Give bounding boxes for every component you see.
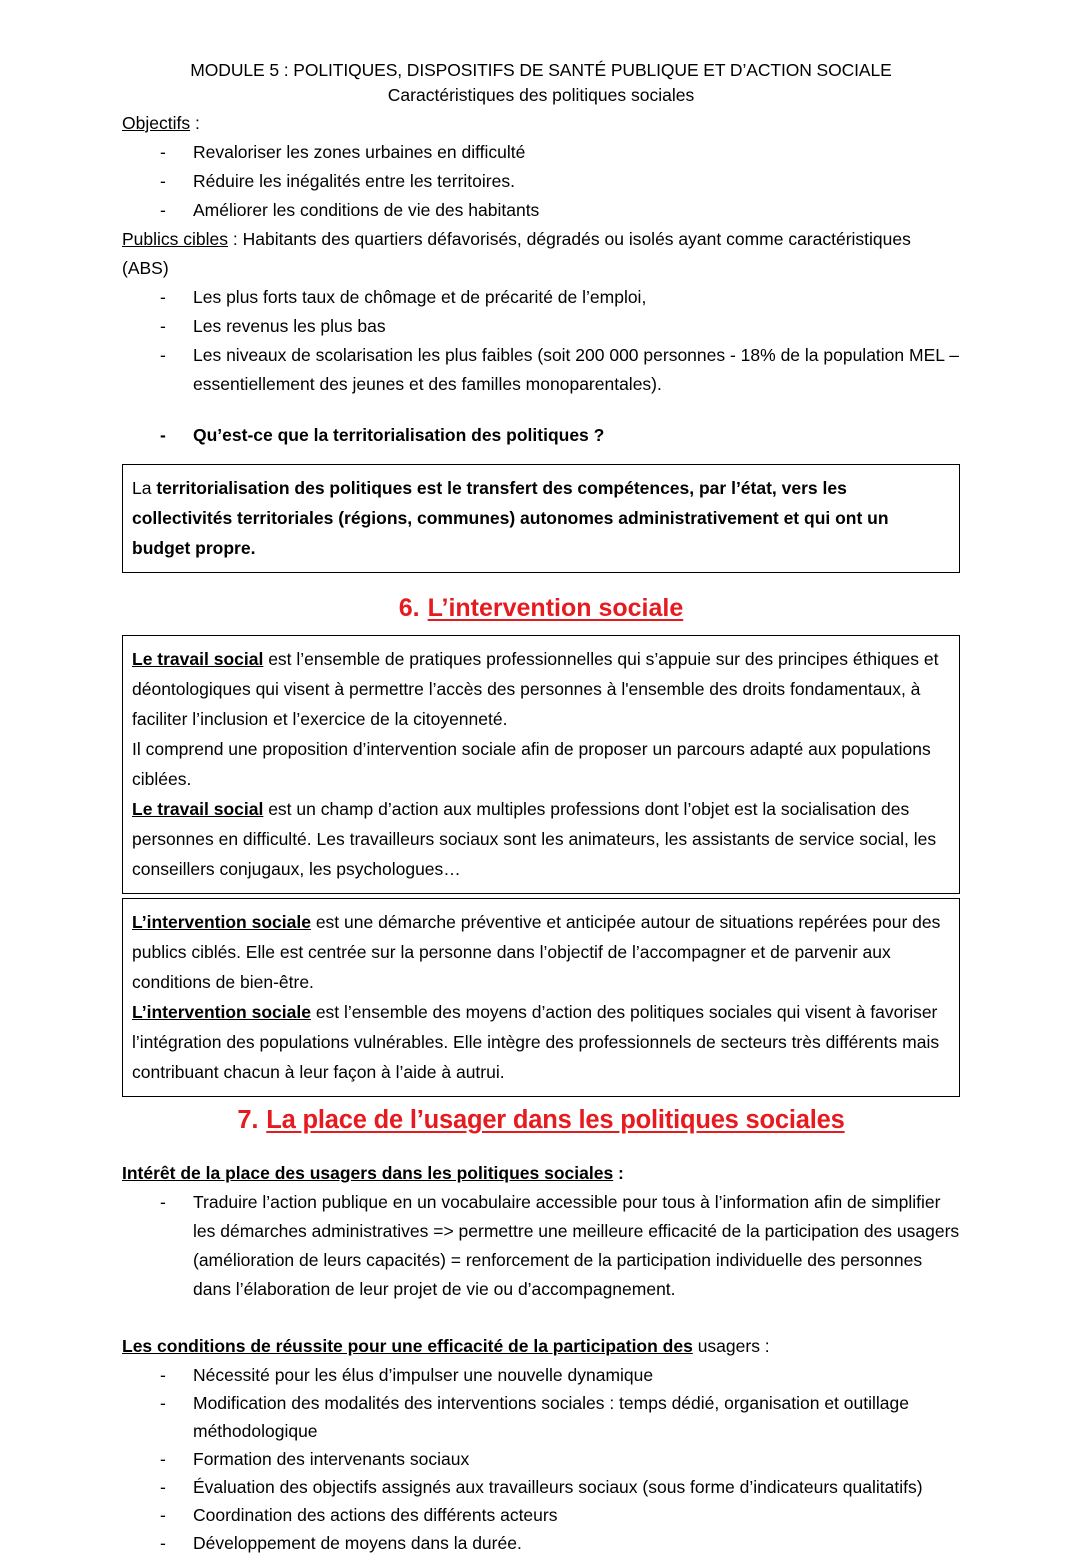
list-item-text: Coordination des actions des différents acteurs bbox=[193, 1505, 558, 1525]
travail-social-body: est l’ensemble de pratiques professionnelles qui s’appuie sur des principes éthiques et déontologiques qui visent à permettre l’accès des personnes à l'ensemble des droits fondamentaux, à faciliter l’inclusion et l’exercice de la citoyenneté. bbox=[132, 649, 939, 729]
list-item-text: Revaloriser les zones urbaines en difficulté bbox=[193, 142, 526, 162]
intervention-sociale-body: est une démarche préventive et anticipée autour de situations repérées pour des publics ciblés. Elle est centrée sur la personne dans l’objectif de l’accompagner et de parvenir aux conditions de bien-être. bbox=[132, 912, 941, 992]
section-7-title: La place de l’usager dans les politiques sociales bbox=[266, 1106, 845, 1134]
list-item-text: Formation des intervenants sociaux bbox=[193, 1449, 470, 1469]
objectifs-list bbox=[122, 138, 960, 225]
dash-icon: - bbox=[160, 1533, 166, 1553]
interet-heading bbox=[122, 1159, 960, 1188]
list-item-text: Évaluation des objectifs assignés aux travailleurs sociaux (sous forme d’indicateurs qualitatifs) bbox=[193, 1477, 923, 1497]
list-item bbox=[122, 283, 960, 312]
travail-social-body: Il comprend une proposition d’intervention sociale afin de proposer un parcours adapté aux populations ciblées. bbox=[132, 739, 931, 789]
travail-social-body: est un champ d’action aux multiples professions dont l’objet est la socialisation des personnes en difficulté. Les travailleurs sociaux sont les animateurs, les assistants de service social, les conseillers conjugaux, les psychologues… bbox=[132, 799, 937, 879]
travail-social-box bbox=[122, 635, 960, 894]
list-item bbox=[122, 1501, 960, 1529]
intervention-sociale-paragraph bbox=[132, 997, 950, 1087]
section-7-number: 7. bbox=[237, 1106, 259, 1134]
section-6-number: 6. bbox=[398, 594, 420, 622]
interet-heading-suffix: : bbox=[613, 1163, 624, 1183]
dash-icon: - bbox=[160, 200, 166, 220]
question-text: Qu’est-ce que la territorialisation des politiques ? bbox=[193, 425, 605, 445]
publics-cibles-label: Publics cibles bbox=[122, 229, 229, 249]
list-item-text: Les niveaux de scolarisation les plus faibles (soit 200 000 personnes - 18% de la population MEL – essentiellement des jeunes et des familles monoparentales). bbox=[193, 345, 959, 394]
list-item-text: Réduire les inégalités entre les territoires. bbox=[193, 171, 515, 191]
conditions-list bbox=[122, 1361, 960, 1557]
section-7-heading bbox=[122, 1103, 960, 1137]
dash-icon: - bbox=[160, 1477, 166, 1497]
section-6-heading bbox=[122, 591, 960, 625]
conditions-heading bbox=[122, 1332, 960, 1361]
list-item bbox=[122, 1361, 960, 1389]
list-item bbox=[122, 312, 960, 341]
dash-icon: - bbox=[160, 142, 166, 162]
dash-icon: - bbox=[160, 1505, 166, 1525]
conditions-heading-suffix: usagers : bbox=[692, 1336, 770, 1356]
objectifs-colon: : bbox=[190, 113, 200, 133]
list-item bbox=[122, 1445, 960, 1473]
travail-social-paragraph bbox=[132, 644, 950, 734]
dash-icon: - bbox=[160, 1365, 166, 1385]
question-list bbox=[122, 421, 960, 450]
interet-heading-text: Intérêt de la place des usagers dans les politiques sociales bbox=[122, 1163, 614, 1183]
intervention-sociale-body: est l’ensemble des moyens d’action des politiques sociales qui visent à favoriser l’intégration des populations vulnérables. Elle intègre des professionnels de secteurs très différents mais contribuant chacun à leur façon à l’aide à autrui. bbox=[132, 1002, 940, 1082]
list-item bbox=[122, 196, 960, 225]
list-item bbox=[122, 341, 960, 399]
list-item bbox=[122, 1188, 960, 1304]
publics-cibles-list bbox=[122, 283, 960, 399]
list-item-text: Traduire l’action publique en un vocabulaire accessible pour tous à l’information afin de simplifier les démarches administratives => permettre une meilleure efficacité de la participation des usagers (amélioration de leurs capacités) = renforcement de la participation individuelle des personnes dans l’élaboration de leur projet de vie ou d’accompagnement. bbox=[193, 1192, 960, 1299]
travail-social-term: Le travail social bbox=[132, 799, 264, 819]
travail-social-paragraph bbox=[132, 794, 950, 884]
section-6-title: L’intervention sociale bbox=[427, 594, 684, 622]
objectifs-heading bbox=[122, 109, 960, 138]
intervention-sociale-term: L’intervention sociale bbox=[132, 912, 311, 932]
list-item bbox=[122, 421, 960, 450]
list-item-text: Améliorer les conditions de vie des habitants bbox=[193, 200, 540, 220]
dash-icon: - bbox=[160, 1393, 166, 1413]
territorialisation-lead: La bbox=[132, 478, 157, 498]
dash-icon: - bbox=[160, 287, 166, 307]
travail-social-paragraph bbox=[132, 734, 950, 794]
list-item bbox=[122, 138, 960, 167]
list-item-text: Modification des modalités des interventions sociales : temps dédié, organisation et outillage méthodologique bbox=[193, 1393, 909, 1441]
list-item-text: Les revenus les plus bas bbox=[193, 316, 386, 336]
document-content bbox=[122, 58, 960, 1557]
territorialisation-text bbox=[132, 473, 950, 563]
dash-icon: - bbox=[160, 345, 166, 365]
intervention-sociale-term: L’intervention sociale bbox=[132, 1002, 311, 1022]
list-item bbox=[122, 1389, 960, 1445]
dash-icon: - bbox=[160, 425, 166, 445]
intervention-sociale-paragraph bbox=[132, 907, 950, 997]
list-item bbox=[122, 1529, 960, 1557]
list-item-text: Les plus forts taux de chômage et de précarité de l’emploi, bbox=[193, 287, 647, 307]
list-item-text: Nécessité pour les élus d’impulser une nouvelle dynamique bbox=[193, 1365, 654, 1385]
dash-icon: - bbox=[160, 1192, 166, 1212]
page-title: MODULE 5 : POLITIQUES, DISPOSITIFS DE SANTÉ PUBLIQUE ET D’ACTION SOCIALE bbox=[190, 60, 892, 80]
publics-cibles-heading bbox=[122, 225, 960, 283]
travail-social-term: Le travail social bbox=[132, 649, 264, 669]
dash-icon: - bbox=[160, 316, 166, 336]
page-subtitle: Caractéristiques des politiques sociales bbox=[387, 85, 695, 105]
intervention-sociale-box bbox=[122, 898, 960, 1097]
interet-list bbox=[122, 1188, 960, 1304]
dash-icon: - bbox=[160, 1449, 166, 1469]
list-item bbox=[122, 167, 960, 196]
territorialisation-box bbox=[122, 464, 960, 573]
list-item-text: Développement de moyens dans la durée. bbox=[193, 1533, 522, 1553]
territorialisation-bold: territorialisation des politiques est le transfert des compétences, par l’état, vers les collectivités territoriales (régions, communes) autonomes administrativement et qui ont un budget propre. bbox=[132, 478, 889, 558]
list-item bbox=[122, 1473, 960, 1501]
objectifs-label: Objectifs bbox=[122, 113, 191, 133]
publics-cibles-intro: : Habitants des quartiers défavorisés, dégradés ou isolés ayant comme caractéristiques (ABS) bbox=[122, 229, 911, 278]
conditions-heading-text: Les conditions de réussite pour une efficacité de la participation des bbox=[122, 1336, 693, 1356]
dash-icon: - bbox=[160, 171, 166, 191]
